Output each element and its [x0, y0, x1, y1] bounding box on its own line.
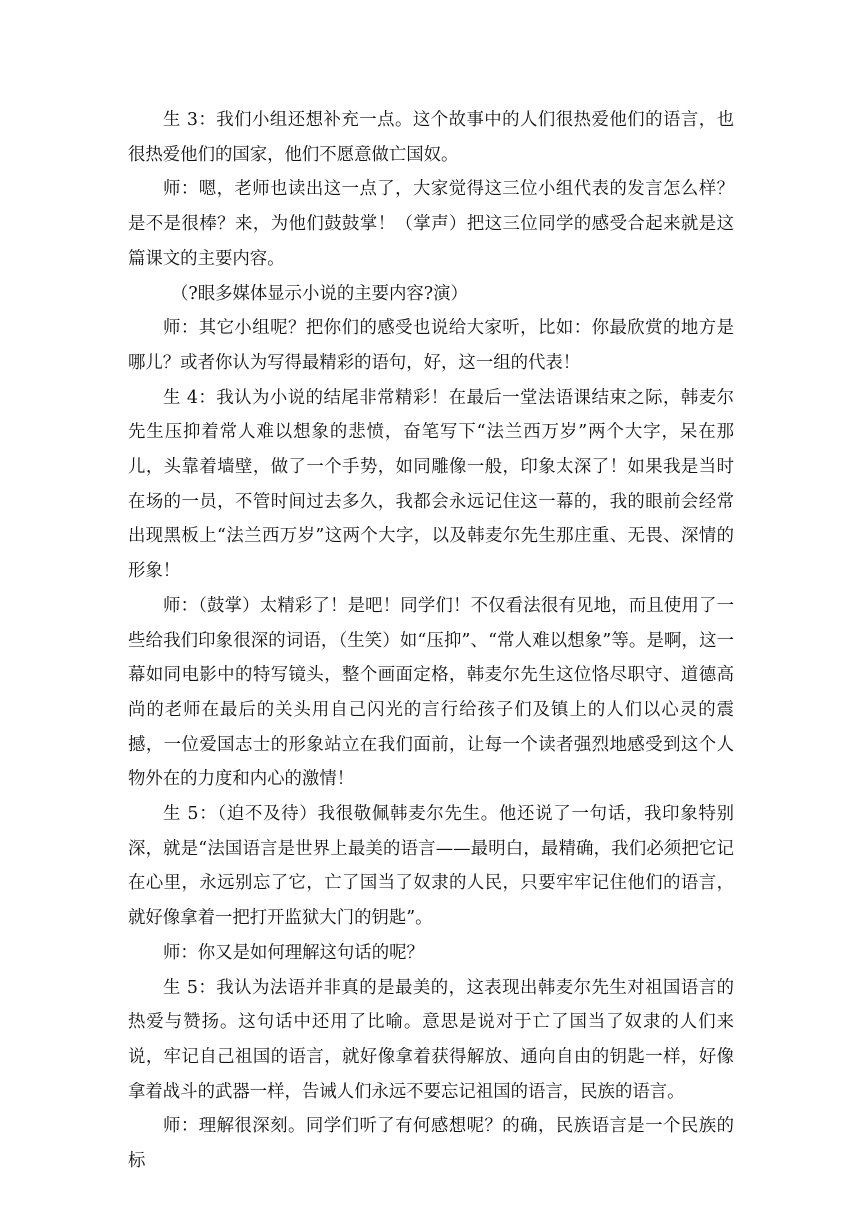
paragraph-student3: 生 3：我们小组还想补充一点。这个故事中的人们很热爱他们的语言，也很热爱他们的国家，他们不愿意做亡国奴。 [128, 110, 734, 165]
document-body [128, 103, 734, 1179]
paragraph-teacher-conclusion: 师：理解很深刻。同学们听了有何感想呢？的确，民族语言是一个民族的标 [128, 1116, 734, 1172]
paragraph-teacher-question: 师：你又是如何理解这句话的呢？ [163, 942, 424, 963]
paragraph-teacher-other-groups: 师：其它小组呢？把你们的感受也说给大家听，比如：你最欣赏的地方是哪儿？或者你认为写得最精彩的语句，好，这一组的代表！ [128, 318, 734, 373]
paragraph-student5-answer: 生 5：我认为法语并非真的是最美的，这表现出韩麦尔先生对祖国语言的热爱与赞扬。这句话中还用了比喻。意思是说对于亡了国当了奴隶的人们来说，牢记自己祖国的语言，就好像拿着获得解放、通向自由的钥匙一样，好像拿着战斗的武器一样，告诫人们永远不要忘记祖国的语言，民族的语言。 [128, 977, 734, 1102]
paragraph-teacher-applause: 师：嗯，老师也读出这一点了，大家觉得这三位小组代表的发言怎么样？是不是很棒？来，为他们鼓鼓掌！（掌声）把这三位同学的感受合起来就是这篇课文的主要内容。 [128, 179, 734, 269]
paragraph-student5-quote: 生 5：（迫不及待）我很敬佩韩麦尔先生。他还说了一句话，我印象特别深，就是“法国语言是世界上最美的语言——最明白，最精确，我们必须把它记在心里，永远别忘了它，亡了国当了奴隶的人民，只要牢牢记住他们的语言，就好像拿着一把打开监狱大门的钥匙”。 [128, 804, 734, 929]
paragraph-multimedia-note: （?眼多媒体显示小说的主要内容?演） [171, 283, 468, 304]
paragraph-teacher-praise: 师：（鼓掌）太精彩了！是吧！同学们！不仅看法很有见地，而且使用了一些给我们印象很深的词语，（生笑）如“压抑”、“常人难以想象”等。是啊，这一幕如同电影中的特写镜头，整个画面定格，韩麦尔先生这位恪尽职守、道德高尚的老师在最后的关头用自己闪光的言行给孩子们及镇上的人们以心灵的震撼，一位爱国志士的形象站立在我们面前，让每一个读者强烈地感受到这个人物外在的力度和内心的激情！ [128, 595, 734, 790]
paragraph-student4: 生 4：我认为小说的结尾非常精彩！在最后一堂法语课结束之际，韩麦尔先生压抑着常人难以想象的悲愤，奋笔写下“法兰西万岁”两个大字，呆在那儿，头靠着墙壁，做了一个手势，如同雕像一般，印象太深了！如果我是当时在场的一员，不管时间过去多久，我都会永远记住这一幕的，我的眼前会经常出现黑板上“法兰西万岁”这两个大字，以及韩麦尔先生那庄重、无畏、深情的形象！ [128, 387, 734, 582]
